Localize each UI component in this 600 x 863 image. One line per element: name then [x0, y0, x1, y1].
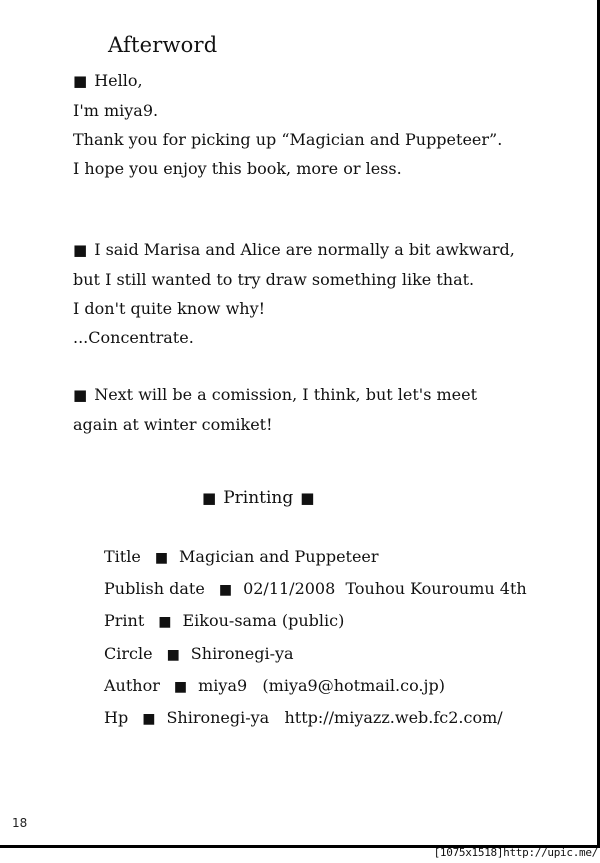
square-bullet-icon: ■ [154, 550, 169, 566]
paragraph-line: Thank you for picking up “Magician and Puppeteer”. [73, 130, 503, 149]
paragraph-line: ...Concentrate. [73, 328, 194, 347]
square-bullet-icon: ■ [202, 489, 217, 507]
paragraph-greeting [73, 66, 502, 183]
page-number: 18 [12, 816, 28, 830]
page-title: Afterword [108, 33, 218, 57]
square-bullet-icon: ■ [218, 582, 233, 599]
paragraph-line: ■ I said Marisa and Alice are normally a bit awkward, [73, 240, 515, 259]
colophon [104, 542, 527, 735]
square-bullet-icon: ■ [73, 386, 88, 404]
colophon-row-title: Title ■ Magician and Puppeteer [104, 547, 379, 566]
paragraph-line: I hope you enjoy this book, more or less. [73, 159, 402, 178]
colophon-row-print: Print ■ Eikou-sama (public) [104, 611, 345, 631]
paragraph-marisa-alice [73, 235, 515, 352]
watermark: [1075x1518]http://upic.me/ [433, 846, 598, 859]
paragraph-line: again at winter comiket! [73, 415, 273, 434]
paragraph-line: but I still wanted to try draw something like that. [73, 270, 475, 289]
printing-heading: ■ Printing ■ [202, 488, 315, 508]
colophon-row-publish-date: Publish date ■ 02/11/2008 Touhou Kouroumu 4th [104, 579, 527, 599]
colophon-row-author: Author ■ miya9 (miya9@hotmail.co.jp) [104, 675, 445, 695]
square-bullet-icon: ■ [300, 489, 315, 507]
square-bullet-icon: ■ [158, 614, 172, 631]
square-bullet-icon: ■ [142, 710, 156, 727]
paragraph-line: ■ Next will be a comission, I think, but let's meet [73, 385, 478, 404]
colophon-row-hp: Hp ■ Shironegi-ya http://miyazz.web.fc2.com/ [104, 707, 503, 727]
paragraph-line: I'm miya9. [73, 101, 159, 120]
colophon-row-circle: Circle ■ Shironegi-ya [104, 643, 294, 663]
square-bullet-icon: ■ [73, 72, 88, 90]
paragraph-next [73, 380, 477, 439]
square-bullet-icon: ■ [166, 646, 180, 663]
square-bullet-icon: ■ [173, 678, 188, 695]
square-bullet-icon: ■ [73, 241, 88, 259]
paragraph-line: ■ Hello, [73, 71, 143, 90]
paragraph-line: I don't quite know why! [73, 299, 266, 318]
